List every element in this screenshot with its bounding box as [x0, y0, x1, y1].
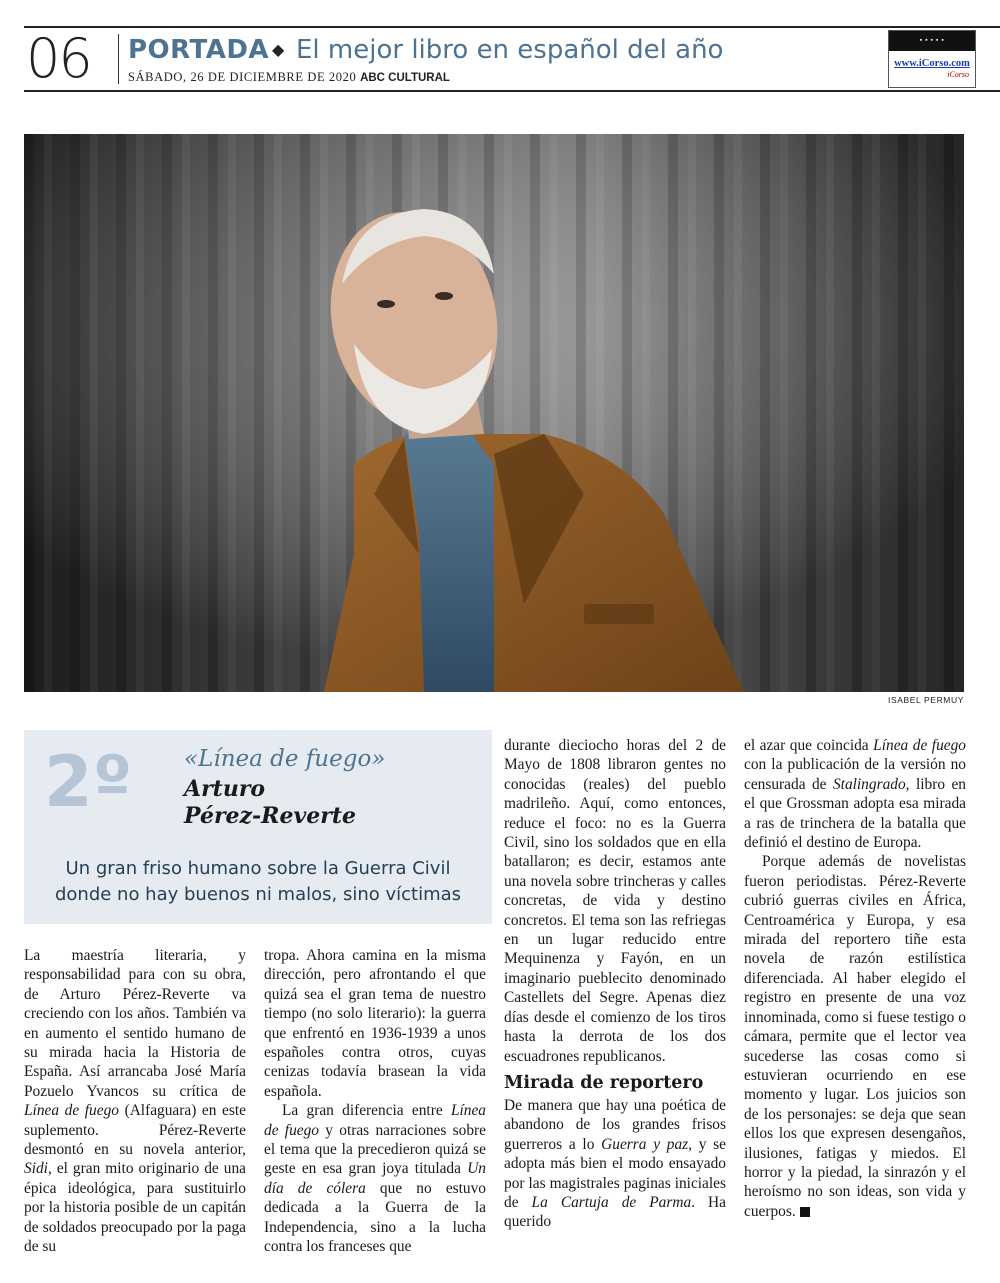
paragraph: el azar que coincida Línea de fuego con la publicación de la versión no censurada de Stalingrado, libro en el que Grossman adopta esa mirada a ras de trinchera de la batalla que definió el destino de Europa. — [744, 737, 967, 852]
author-first-name: Arturo — [184, 776, 266, 802]
diamond-icon: ◆ — [272, 42, 285, 59]
paragraph-continuation: , el gran mito originario de una épica ideológica, para sustituirlo por la historia posible de un capitán de soldados preocupado por la paga de su — [24, 1160, 246, 1256]
subheading: Mirada de reportero — [504, 1072, 704, 1093]
section-title: El mejor libro en español del año — [296, 35, 724, 65]
article-column-2 — [264, 946, 486, 1257]
end-mark-icon — [800, 1207, 810, 1217]
ranking-box — [24, 730, 492, 924]
book-author — [184, 776, 424, 830]
paragraph: De manera que hay una poética de abandono de los grandes frisos guerreros a lo Guerra y paz, y se adopta más bien el modo ensayado por las magistrales paginas iniciales de La Cartuja de Parma. Ha querido — [504, 1096, 726, 1231]
rank-number: 2º — [44, 741, 133, 823]
photo-credit: ISABEL PERMUY — [888, 695, 964, 705]
author-photo — [24, 134, 964, 692]
section-label: PORTADA — [128, 35, 270, 65]
article-column-3 — [504, 736, 726, 1232]
dateline — [128, 70, 450, 85]
summary-line: donde no hay buenos ni malos, sino víctimas — [54, 884, 462, 905]
dateline-date: SÁBADO, 26 DE DICIEMBRE DE 2020 — [128, 70, 357, 84]
paragraph: tropa. Ahora camina en la misma dirección, pero afrontando el que quizá sea el gran tema de nuestro tiempo (no solo literario): la guerra que enfrentó en 1936-1939 a unos españoles contra otros, cuyas cenizas todavía brasean la vida española. — [264, 947, 486, 1100]
paragraph: Porque además de novelistas fueron periodistas. Pérez-Reverte cubrió guerras civiles en África, Centroamérica y Europa, y esa mirada del reportero tiñe esta novela de razón estilística diferenciada. Al haber elegido el registro en presente de una voz innominada, como si fuese testigo o cámara, permite que el lector vea sucederse las cosas como si estuvieran ocurriendo en ese momento y lugar. Los juicios son de los personajes: se deja que sean ellos los que expresen desengaños, ilusiones, fatigas y miedos. El horror y la piedad, la sinrazón y el heroísmo no son ideas, son vida y cuerpos. — [744, 853, 966, 1220]
header-divider — [118, 34, 119, 84]
author-last-name: Pérez-Reverte — [184, 803, 356, 829]
site-badge[interactable] — [888, 30, 976, 88]
paragraph: La maestría literaria, y responsabilidad para con su obra, de Arturo Pérez-Reverte va creciendo con los años. También va en aumento el sentido humano de su mirada hacia la Historia de España. Así arrancaba José María Pozuelo Yvancos su crítica de Línea de fuego (Alfaguara) en este suplemento. Pérez-Reverte desmontó en su novela anterior, Sidi, el gran mito originario de una épica ideológica, para sustituirlo por la historia posible de un capitán de soldados preocupado por la paga de su — [24, 947, 246, 1256]
paragraph: durante dieciocho horas del 2 de Mayo de 1808 libraron gentes no conocidas (reales) del pueblo madrileño. Aquí, como entonces, reduce el foco: no es la Guerra Civil, sino los soldados que en ella batallaron; es decir, estamos ante una novela sobre trincheras y calles concretas, de vida y destino concretos. El tema son las refriegas en un lugar reducido entre Mequinenza y Fayón, en un imaginario pueblecito denominado Castellets del Segre. Apenas diez días desde el comienzo de los tiros hasta la derrota de los dos escuadrones republicanos. — [504, 737, 726, 1065]
badge-url[interactable]: www.iCorso.com — [894, 58, 970, 69]
page-number: 06 — [26, 27, 91, 90]
page-header — [24, 26, 1000, 92]
summary-line: Un gran friso humano sobre la Guerra Civil — [65, 858, 451, 879]
article-column-1 — [24, 946, 246, 1257]
paragraph: La gran diferencia entre Línea de fuego y otras narraciones sobre el tema que la precedieron quizá se geste en esa gran joya titulada Un día de cólera que no estuvo dedicada a la Guerra de la Independencia, sino a la lucha contra los franceses que — [264, 1102, 486, 1256]
badge-brand: iCorso — [947, 70, 969, 79]
article-column-4 — [744, 736, 966, 1221]
badge-banner: ▪ ▪ ▪ ▪ ▪ — [889, 31, 975, 51]
summary-deck — [24, 856, 492, 908]
book-title: «Línea de fuego» — [184, 746, 386, 772]
dateline-publication: ABC CULTURAL — [360, 72, 450, 84]
